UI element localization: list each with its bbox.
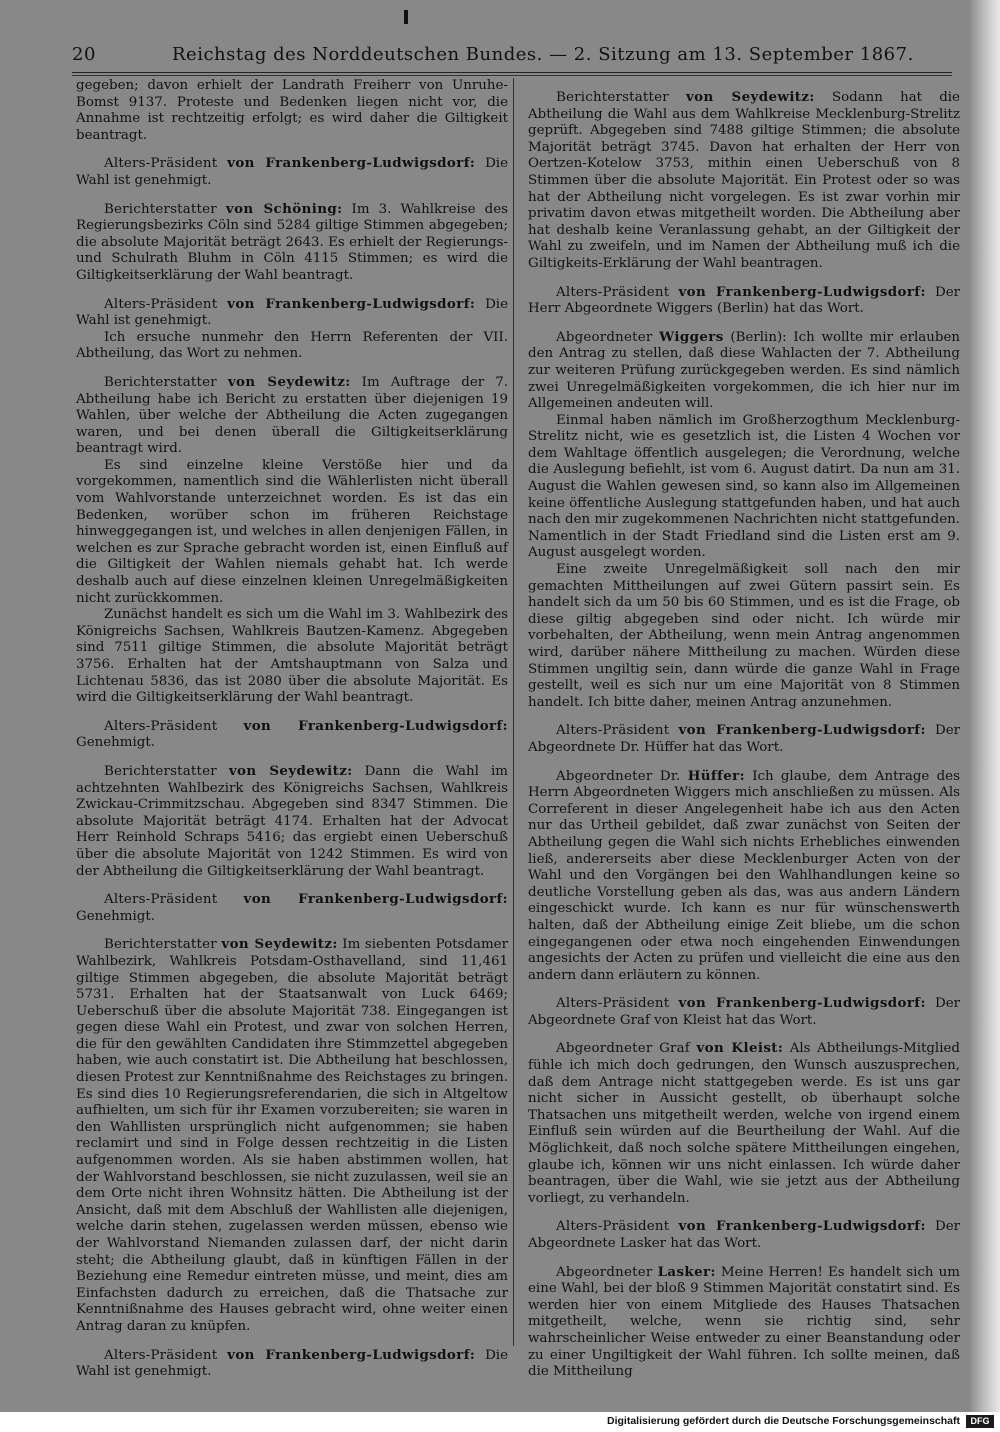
body-paragraph: Es sind einzelne kleine Verstöße hier und da vorgekommen, namentlich sind die Wählerlisten nicht überall vom Wahlvorstande unterzeichnet worden. Es ist das ein Bedenken, worüber schon im früheren Reichstage hinweggegangen ist, und welches in allen denjenigen Fällen, in welchen es zur Sprache gebracht worden ist, einen Einfluß auf die Giltigkeit der Wahlen niemals gehabt hat. Ich werde deshalb auch auf diese einzelnen kleinen Unregelmäßigkeiten nicht zurückkommen. — [76, 457, 508, 606]
speech-text: Ich wollte mir erlauben den Antrag zu stellen, daß diese Wahlacten der 7. Abtheilung zur weiteren Prüfung zurückgegeben werden. Es sind nämlich zwei Unregelmäßigkeiten vorgekommen, die ich hier nur im Allgemeinen andeuten will. — [528, 329, 960, 412]
speech-paragraph — [76, 1347, 508, 1381]
speaker-name: von Frankenberg-Ludwigsdorf: — [678, 722, 926, 739]
speech-paragraph — [528, 1264, 960, 1381]
dfg-logo: DFG — [966, 1415, 994, 1428]
footer-bar — [0, 1412, 1000, 1432]
speaker-name: von Frankenberg-Ludwigsdorf: — [243, 891, 508, 908]
speaker-name: von Frankenberg-Ludwigsdorf: — [227, 155, 476, 172]
left-column — [76, 78, 509, 1380]
speaker-role: Berichterstatter — [104, 201, 217, 217]
speech-text: Der Abgeordnete Lasker hat das Wort. — [528, 1219, 961, 1251]
speaker-name: von Frankenberg-Ludwigsdorf: — [227, 295, 476, 312]
speaker-name: von Kleist: — [696, 1040, 784, 1057]
speaker-name: Wiggers — [659, 328, 724, 345]
body-paragraph: Zunächst handelt es sich um die Wahl im 3. Wahlbezirk des Königreichs Sachsen, Wahlkreis Bautzen-Kamenz. Abgegeben sind 7511 giltige Stimmen, die absolute Majorität beträgt 3756. Erhalten hat der Amtshauptmann von Salza und Lichtenau 5836, das ist 2080 über die absolute Majorität. Es wird die Giltigkeitserklärung der Wahl beantragt. — [76, 607, 508, 706]
speaker-name: Hüffer: — [687, 767, 745, 784]
page-edge-shadow — [970, 0, 1000, 1412]
running-header — [72, 44, 952, 70]
speaker-role: Alters-Präsident — [104, 718, 218, 734]
speech-text: Genehmigt. — [76, 735, 155, 751]
speaker-name: von Seydewitz: — [221, 936, 338, 953]
speech-text: Der Herr Abgeordnete Wiggers (Berlin) hat das Wort. — [528, 284, 961, 317]
speaker-name: von Seydewitz: — [228, 762, 353, 779]
speech-text: Der Abgeordnete Dr. Hüffer hat das Wort. — [528, 723, 961, 755]
speaker-name: von Frankenberg-Ludwigsdorf: — [678, 995, 926, 1012]
speaker-role: Alters-Präsident — [556, 996, 670, 1012]
speaker-role: Abgeordneter Dr. — [556, 768, 681, 784]
speaker-role: Alters-Präsident — [556, 1219, 670, 1235]
body-paragraph: gegeben; davon erhielt der Landrath Freiherr von Unruhe-Bomst 9137. Proteste und Bedenken liegen nicht vor, die Annahme ist rechtzeitig erfolgt; es wird daher die Giltigkeit beantragt. — [76, 78, 508, 143]
speech-text: Als Abtheilungs-Mitglied fühle ich mich doch gedrungen, den Wunsch auszusprechen, daß dem Antrage nicht stattgegeben werde. Es ist uns gar nicht sicher in Aussicht gestellt, ob überhaupt solche Thatsachen uns mitgetheilt werden, welche von irgend einem Einfluß sein würden auf die Beurtheilung der Wahl. Auf die Möglichkeit, daß noch solche spätere Mittheilungen eingehen, glaube ich, können wir uns nicht einlassen. Ich würde daher beantragen, über die Wahl, wie sie jetzt aus der Abtheilung vorliegt, zu verhandeln. — [528, 1041, 960, 1206]
speaker-name: von Frankenberg-Ludwigsdorf: — [678, 1218, 926, 1235]
speaker-name: von Seydewitz: — [227, 373, 351, 390]
right-column — [528, 78, 961, 1380]
speech-paragraph — [76, 936, 508, 1335]
speech-text: Der Abgeordnete Graf von Kleist hat das Wort. — [528, 996, 961, 1028]
speech-text: Im Auftrage der 7. Abtheilung habe ich Bericht zu erstatten über diejenigen 19 Wahlen, über welche der Abtheilung die Acten zugegangen waren, und bei denen überall die Giltigkeitserklärung beantragt wird. — [76, 374, 508, 457]
speech-paragraph — [528, 722, 960, 756]
speaker-role: Alters-Präsident — [556, 723, 670, 739]
speech-paragraph — [76, 763, 508, 880]
speech-text: Sodann hat die Abtheilung die Wahl aus dem Wahlkreise Mecklenburg-Strelitz geprüft. Abgegeben sind 7488 giltige Stimmen; die absolute Majorität beträgt 3745. Davon hat erhalten der Herr von Oertzen-Kotelow 3753, mithin einen Ueberschuß von 8 Stimmen über die absolute Majorität. Ein Protest oder so was hat der Abtheilung nicht vorgelegen. Es ist zwar vorhin mir privatim davon etwas mitgetheilt worden. Die Abtheilung aber hat deshalb keine Veranlassung gehabt, an der Giltigkeit der Wahl zu zweifeln, und im Namen der Abtheilung muß ich die Giltigkeits-Erklärung der Wahl beantragen. — [528, 90, 960, 271]
speaker-role: Alters-Präsident — [104, 156, 218, 172]
speech-paragraph — [528, 995, 960, 1029]
speech-text: Genehmigt. — [76, 908, 155, 924]
speaker-role: Berichterstatter — [104, 374, 217, 390]
speech-paragraph — [76, 891, 508, 925]
speaker-role: Alters-Präsident — [556, 284, 670, 300]
body-paragraph: Ich ersuche nunmehr den Herrn Referenten der VII. Abtheilung, das Wort zu nehmen. — [76, 329, 508, 362]
speaker-role: Alters-Präsident — [104, 1347, 218, 1363]
speaker-role: Abgeordneter — [556, 329, 653, 345]
header-rule — [72, 72, 952, 76]
speech-paragraph — [76, 155, 508, 189]
speech-text: Im 3. Wahlkreise des Regierungsbezirks Cöln sind 5284 giltige Stimmen abgegeben; die absolute Majorität beträgt 2643. Es erhielt der Regierungs- und Schulrath Bluhm in Cöln 4115 Stimmen; es wird die Giltigkeitserklärung der Wahl beantragt. — [76, 201, 508, 283]
speech-paragraph — [528, 89, 960, 273]
speaker-name: von Frankenberg-Ludwigsdorf: — [227, 1346, 476, 1363]
speech-paragraph — [76, 296, 508, 330]
speaker-name: von Schöning: — [225, 200, 343, 217]
speaker-name: von Seydewitz: — [685, 89, 815, 105]
speech-paragraph — [528, 768, 960, 985]
speech-text: Die Wahl ist genehmigt. — [76, 1347, 509, 1380]
speech-paragraph — [528, 329, 960, 413]
speaker-role: Abgeordneter Graf — [556, 1041, 690, 1057]
speech-paragraph — [528, 284, 960, 318]
speech-text: Meine Herren! Es handelt sich um eine Wahl, bei der bloß 9 Stimmen Majorität constatirt sind. Es werden hier von einem Mitgliede des Hauses Thatsachen mitgetheilt, welche, wenn sie richtig sind, sehr wahrscheinlicher Weise entweder zu einer Beanstandung oder zu einer Ungiltigkeit der Wahl führen. Ich sollte meinen, daß die Mittheilung — [528, 1264, 960, 1380]
speech-paragraph — [76, 718, 508, 752]
speaker-role: Berichterstatter — [104, 763, 217, 779]
speaker-name: von Frankenberg-Ludwigsdorf: — [678, 283, 926, 300]
funding-credit: Digitalisierung gefördert durch die Deutsche Forschungsgemeinschaft — [607, 1415, 960, 1427]
speech-text: Die Wahl ist genehmigt. — [76, 156, 509, 188]
column-divider — [513, 78, 514, 1346]
binding-mark — [404, 10, 408, 24]
speaker-role: Alters-Präsident — [104, 892, 218, 908]
speaker-suffix: (Berlin): — [723, 329, 787, 345]
speech-paragraph — [76, 201, 508, 285]
page-number: 20 — [72, 44, 96, 65]
speech-paragraph — [76, 374, 508, 458]
speaker-role: Berichterstatter — [556, 90, 669, 105]
speaker-name: von Frankenberg-Ludwigsdorf: — [243, 717, 508, 734]
speaker-role: Berichterstatter — [104, 937, 217, 953]
speaker-name: Lasker: — [657, 1263, 716, 1280]
speech-paragraph — [528, 1218, 960, 1252]
speech-text: Dann die Wahl im achtzehnten Wahlbezirk des Königreichs Sachsen, Wahlkreis Zwickau-Crimmitzschau. Abgegeben sind 8347 Stimmen. Die absolute Majorität beträgt 4174. Erhalten hat der Advocat Herr Reinhold Schraps 5416; das ergiebt einen Ueberschuß über die absolute Majorität von 1242 Stimmen. Es wird von der Abtheilung die Giltigkeitserklärung der Wahl beantragt. — [76, 763, 508, 879]
speech-text: Ich glaube, dem Antrage des Herrn Abgeordneten Wiggers mich anschließen zu müssen. Als Correferent in dieser Angelegenheit habe ich aus den Acten nur das Urtheil gebildet, daß zwar zunächst von Seiten der Abtheilung gegen die Wahl sich nichts Erhebliches einwenden ließ, andererseits aber diese Mecklenburger Acten von der Wahl und den Vorgängen bei den Wahlhandlungen keine so deutliche Vorstellung geben als das, was aus andern Ländern eingeschickt wurde. Ich kann es nur für wünschenswerth halten, daß der Abtheilung einige Zeit bliebe, um die schon eingegangenen oder etwa noch eingehenden Einwendungen angesichts der Acten zu prüfen und vielleicht die eine aus den andern dann erläutern zu können. — [528, 768, 960, 983]
speaker-role: Alters-Präsident — [104, 296, 218, 312]
body-paragraph: Eine zweite Unregelmäßigkeit soll nach den mir gemachten Mittheilungen auf zwei Gütern passirt sein. Es handelt sich da um 50 bis 60 Stimmen, und es ist die Frage, ob diese giltig abgegeben sind oder nicht. Ich würde mir vorbehalten, der Abtheilung, wenn mein Antrag angenommen wird, darüber nähere Mittheilung zu machen. Würden diese Stimmen ungiltig sein, dann würde die ganze Wahl in Frage gestellt, weil es sich nur um eine Majorität von 8 Stimmen handelt. Ich bitte daher, meinen Antrag anzunehmen. — [528, 562, 960, 710]
speech-paragraph — [528, 1040, 960, 1207]
speaker-role: Abgeordneter — [556, 1264, 653, 1280]
speech-text: Im siebenten Potsdamer Wahlbezirk, Wahlkreis Potsdam-Osthavelland, sind 11,461 giltige Stimmen abgegeben, die absolute Majorität beträgt 5731. Erhalten hat der Staatsanwalt von Luck 6469; Ueberschuß über die absolute Majorität 738. Eingegangen ist gegen diese Wahl ein Protest, und zwar von solchen Herren, die für den gewählten Candidaten ihre Stimmzettel abgegeben haben, wie auch constatirt ist. Die Abtheilung hat beschlossen, diesen Protest zur Kenntnißnahme des Reichstages zu bringen. Es sind dies 10 Regierungsreferendarien, die sich in Altgeltow aufhielten, um sich für ihr Examen vorzubereiten; sie waren in den Wahllisten ursprünglich nicht aufgenommen; sie haben reclamirt und sind in Folge dessen rechtzeitig in die Listen aufgenommen worden. Als sie haben abstimmen wollen, hat der Wahlvorstand beschlossen, sie nicht zuzulassen, weil sie an dem Orte nicht ihren Wohnsitz hätten. Die Abtheilung ist der Ansicht, daß mit dem Abschluß der Wahllisten alle diejenigen, welche darin stehen, zugelassen werden müssen, ebenso wie der Wahlvorstand Niemanden zulassen darf, der nicht darin steht; die Abtheilung glaubt, daß in künftigen Fällen in der Beziehung eine Remedur eintreten müsse, und meint, dies am Einfachsten dadurch zu erreichen, daß die Thatsache zur Kenntnißnahme des Hauses gebracht wird, ohne weiter einen Antrag daran zu knüpfen. — [76, 937, 508, 1334]
speech-text: Die Wahl ist genehmigt. — [76, 296, 509, 329]
running-title: Reichstag des Norddeutschen Bundes. — 2. Sitzung am 13. September 1867. — [172, 44, 914, 65]
body-paragraph: Einmal haben nämlich im Großherzogthum Mecklenburg-Strelitz nicht, wie es gesetzlich ist, die Listen 4 Wochen vor dem Wahltage öffentlich ausgelegen; die Verordnung, welche die Auslegung befiehlt, ist vom 6. August datirt. Da nun am 31. August die Wahlen gewesen sind, so kann also im Allgemeinen keine öffentliche Auslegung stattgefunden haben, und hat auch nach den mir zugekommenen Nachrichten nicht stattgefunden. Namentlich in der Stadt Friedland sind die Listen erst am 9. August ausgelegt worden. — [528, 412, 960, 561]
